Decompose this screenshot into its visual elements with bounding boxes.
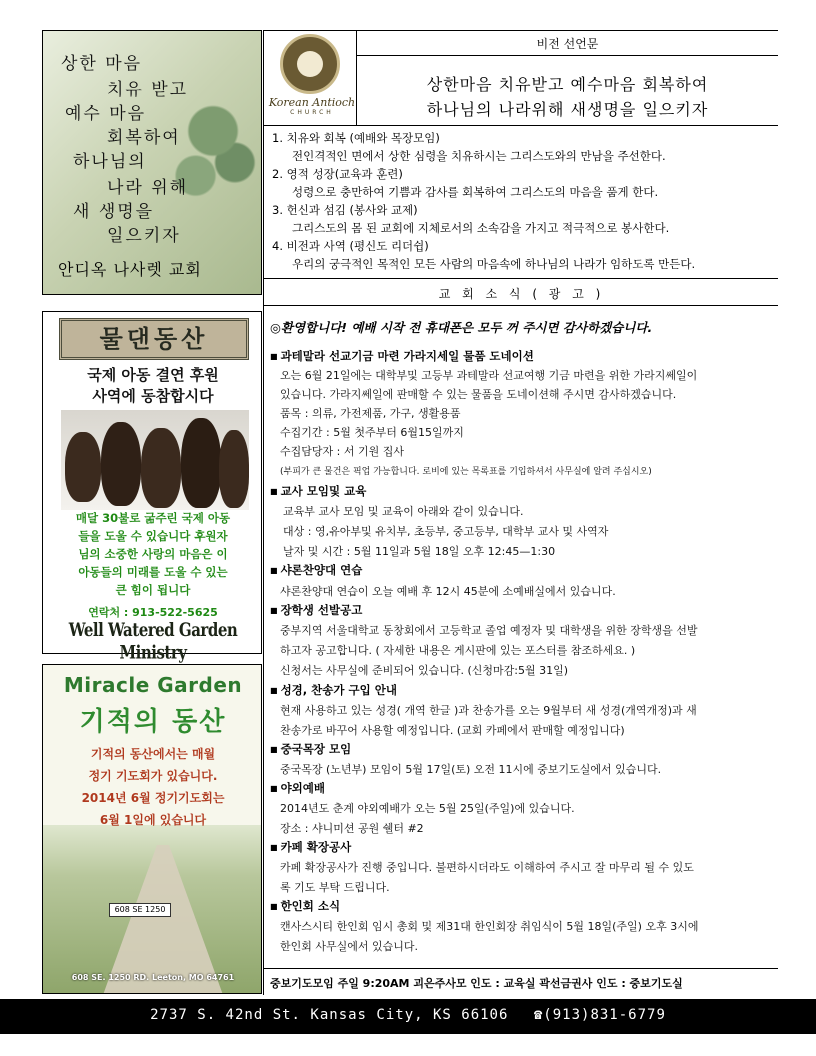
- bullet-icon: ■: [270, 745, 278, 754]
- ad-body-line: 님의 소중한 사랑의 마음은 이: [78, 547, 228, 561]
- column-divider: [263, 30, 264, 995]
- slogan-line: 일으키자: [107, 226, 181, 246]
- footer-bar: [0, 999, 816, 1034]
- ad-headline: 국제 아동 결연 후원: [87, 366, 219, 384]
- logo-divider: [356, 30, 357, 125]
- vision-statement: 상한마음 치유받고 예수마음 회복하여: [426, 75, 709, 94]
- slogan-line: 치유 받고: [107, 80, 189, 100]
- slogan-line: 하나님의: [73, 152, 147, 172]
- news-item-line: 장소 : 샤니미션 공원 쉘터 #2: [280, 822, 424, 835]
- news-item-line: 신청서는 사무실에 준비되어 있습니다. (신청마감:5월 31일): [280, 664, 569, 677]
- ad-contact: 연락처 : 913-522-5625: [88, 606, 218, 619]
- news-item-note: (부피가 큰 물건은 픽업 가능합니다. 로비에 있는 목록표를 기입하셔서 사무실에 알려 주십시오): [280, 467, 652, 477]
- vision-item-head: 3. 헌신과 섬김 (봉사와 교제): [272, 203, 418, 217]
- news-top-rule: [263, 278, 778, 279]
- news-item-head: ■ 교사 모임및 교육: [270, 484, 367, 498]
- ad-body-line: 정기 기도회가 있습니다.: [88, 769, 218, 783]
- nazarene-seal-icon: [280, 34, 340, 94]
- news-item-line: 카페 확장공사가 진행 중입니다. 불편하시더라도 이해하여 주시고 잘 마무리 될 수 있도: [280, 861, 694, 874]
- news-item-line: 품목 : 의류, 가전제품, 가구, 생활용품: [280, 407, 461, 420]
- slogan-line: 상한 마음: [61, 54, 143, 74]
- news-item-line: 수집담당자 : 서 기원 집사: [280, 445, 404, 458]
- news-item-head: ■ 중국목장 모임: [270, 742, 352, 756]
- vision-item-desc: 성령으로 충만하여 기쁨과 감사를 회복하여 그리스도의 마음을 품게 한다.: [292, 185, 659, 199]
- slogan-line: 새 생명을: [73, 202, 155, 222]
- ministry-name: Well Watered Garden Ministry: [68, 618, 238, 664]
- church-name: 안디옥 나사렛 교회: [58, 260, 202, 279]
- news-item-line: 중부지역 서울대학교 동창회에서 고등학교 졸업 예정자 및 대학생을 위한 장학생을 선발: [280, 624, 698, 637]
- vision-rule: [263, 125, 778, 126]
- top-rule: [263, 30, 778, 31]
- news-item-head: ■ 성경, 찬송가 구입 안내: [270, 683, 397, 697]
- bullet-icon: ■: [270, 902, 278, 911]
- ad-body-line: 6월 1일에 있습니다: [99, 813, 207, 827]
- vision-item-head: 1. 치유와 회복 (예배와 목장모임): [272, 131, 440, 145]
- news-item-line: 캔사스시티 한인회 임시 총회 및 제31대 한인회장 취임식이 5월 18일(주일) 오후 3시에: [280, 920, 699, 933]
- child-sponsorship-ad: [42, 311, 262, 664]
- news-item-line: 현재 사용하고 있는 성경( 개역 한글 )과 찬송가를 오는 9월부터 새 성경(개역개정)과 새: [280, 704, 697, 717]
- vision-title-rule: [356, 55, 778, 56]
- ad-body-line: 큰 힘이 됩니다: [115, 583, 191, 597]
- bullet-icon: ■: [270, 843, 278, 852]
- ad-body-line: 기적의 동산에서는 매월: [90, 747, 216, 761]
- news-item-line: 수집기간 : 5월 첫주부터 6월15일까지: [280, 426, 464, 439]
- bullet-icon: ■: [270, 566, 278, 575]
- vision-statement: 하나님의 나라위해 새생명을 일으키자: [426, 100, 709, 119]
- news-item-head: ■ 한인회 소식: [270, 899, 341, 913]
- news-item-line: 2014년도 춘계 야외예배가 오는 5월 25일(주일)에 있습니다.: [280, 802, 575, 815]
- news-item-line: 교육부 교사 모임 및 교육이 아래와 같이 있습니다.: [283, 505, 524, 518]
- vision-item-head: 2. 영적 성장(교육과 훈련): [272, 167, 403, 181]
- ad-headline: 사역에 동참합시다: [92, 387, 214, 405]
- praying-children-photo: [61, 410, 249, 510]
- address-sign: 608 SE 1250: [109, 903, 171, 917]
- vision-item-desc: 전인격적인 면에서 상한 심령을 치유하시는 그리스도와의 만남을 주선한다.: [292, 149, 666, 163]
- telephone-icon: ☎: [533, 1007, 544, 1023]
- vision-item-head: 4. 비전과 사역 (평신도 리더쉽): [272, 239, 429, 253]
- bullet-icon: ■: [270, 487, 278, 496]
- welcome-notice: ◎환영합니다! 예배 시작 전 휴대폰은 모두 꺼 주시면 감사하겠습니다.: [270, 320, 653, 335]
- news-item-line: 있습니다. 가라지쎄일에 판매할 수 있는 물품을 도네이션해 주시면 감사하겠습니다.: [280, 388, 677, 401]
- slogan-line: 회복하여: [107, 128, 181, 148]
- church-logo: [268, 34, 356, 118]
- news-item-head: ■ 카페 확장공사: [270, 840, 352, 854]
- news-title: 교 회 소 식 ( 광 고 ): [438, 287, 605, 301]
- footer-top-rule: [263, 968, 778, 969]
- bullet-icon: ■: [270, 686, 278, 695]
- news-item-head: ■ 장학생 선발공고: [270, 603, 363, 617]
- news-item-head: ■ 과테말라 선교기금 마련 가라지세일 물품 도네이션: [270, 349, 534, 363]
- bullet-icon: ■: [270, 606, 278, 615]
- news-item-line: 샤론찬양대 연습이 오늘 예배 후 12시 45분에 소예배실에서 있습니다.: [280, 585, 616, 598]
- news-item-line: 오는 6월 21일에는 대학부및 고등부 과테말라 선교여행 기금 마련을 위한 가라지쎄일이: [280, 369, 698, 382]
- news-item-line: 찬송가로 바꾸어 사용할 예정입니다. (교회 카페에서 판매할 예정입니다): [280, 724, 625, 737]
- news-item-line: 중국목장 (노년부) 모임이 5월 17일(토) 오전 11시에 중보기도실에서 있습니다.: [280, 763, 662, 776]
- vision-item-desc: 그리스도의 몸 된 교회에 지체로서의 소속감을 가지고 적극적으로 봉사한다.: [292, 221, 670, 235]
- miracle-garden-ad: [42, 664, 262, 994]
- church-phone: (913)831-6779: [543, 1007, 666, 1023]
- slogan-line: 예수 마음: [65, 104, 147, 124]
- logo-subtitle: CHURCH: [290, 109, 334, 116]
- news-item-line: 하고자 공고합니다. ( 자세한 내용은 게시판에 있는 포스터를 참조하세요. ): [280, 644, 636, 657]
- vision-title: 비전 선언문: [536, 37, 599, 51]
- news-item-head: ■ 야외예배: [270, 781, 325, 795]
- news-item-line: 록 기도 부탁 드립니다.: [280, 881, 390, 894]
- news-item-line: 대상 : 영,유아부및 유치부, 초등부, 중고등부, 대학부 교사 및 사역자: [283, 525, 609, 538]
- ad-body-line: 매달 30불로 굶주린 국제 아동: [75, 511, 231, 525]
- church-address: 2737 S. 42nd St. Kansas City, KS 66106: [150, 1007, 509, 1023]
- ad-body-line: 2014년 6월 정기기도회는: [81, 791, 225, 805]
- news-bottom-rule: [263, 305, 778, 306]
- ad-address: 608 SE. 1250 RD. Leeton, MO 64761: [71, 973, 235, 982]
- news-item-line: 한인회 사무실에서 있습니다.: [280, 940, 419, 953]
- ad-title: 물댄동산: [59, 318, 249, 360]
- vision-item-desc: 우리의 궁극적인 목적인 모든 사람의 마음속에 하나님의 나라가 임하도록 만든다.: [292, 257, 696, 271]
- ad-title-english: Miracle Garden: [63, 673, 243, 697]
- ad-body-line: 들을 도울 수 있습니다 후원자: [78, 529, 228, 543]
- news-item-line: 날자 및 시간 : 5월 11일과 5월 18일 오후 12:45—1:30: [283, 545, 556, 558]
- ad-title-korean: 기적의 동산: [79, 707, 227, 737]
- slogan-line: 나라 위해: [107, 178, 189, 198]
- logo-name: Korean Antioch: [268, 96, 356, 109]
- slogan-panel: [42, 30, 262, 295]
- bullet-icon: ■: [270, 784, 278, 793]
- ad-body-line: 아동들의 미래를 도울 수 있는: [78, 565, 228, 579]
- news-item-head: ■ 샤론찬양대 연습: [270, 563, 363, 577]
- bullet-icon: ■: [270, 352, 278, 361]
- prayer-meeting-info: 중보기도모임 주일 9:20AM 괴은주사모 인도 : 교육실 곽선금권사 인도 : 중보기도실: [270, 977, 683, 990]
